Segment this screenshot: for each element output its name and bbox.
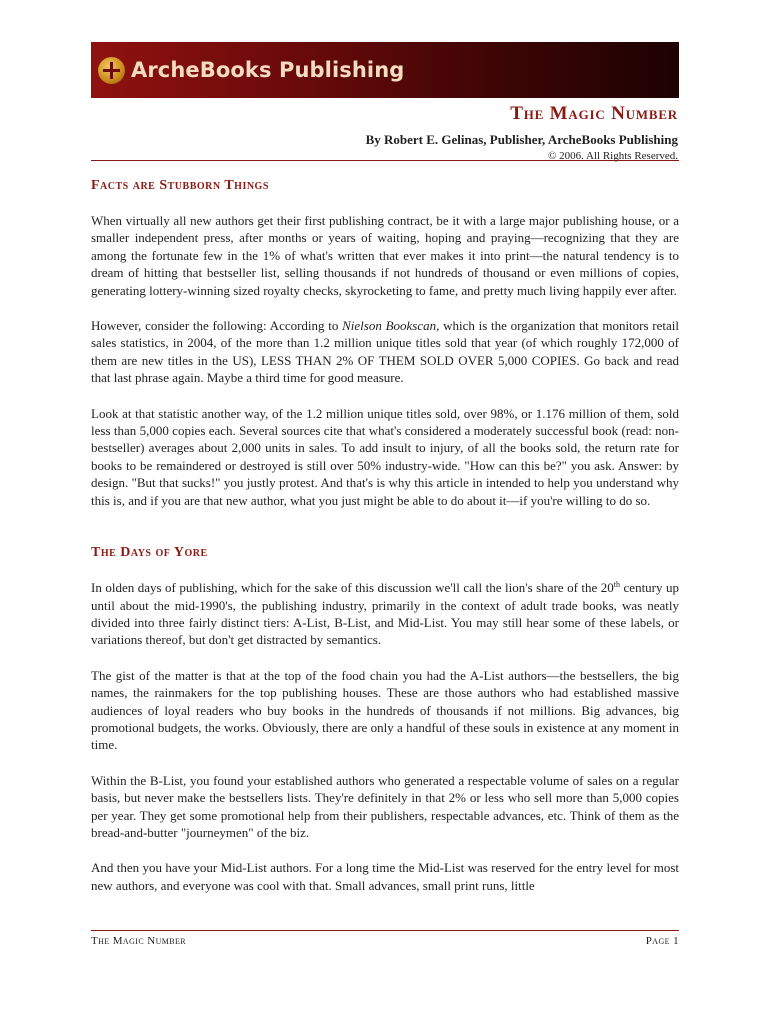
copyright-notice: © 2006. All Rights Reserved. bbox=[548, 150, 678, 162]
paragraph: Look at that statistic another way, of the 1.2 million unique titles sold, over 98%, or 1.176 million of them, sold less than 5,000 copies each. Several sources cite that what's considered a moderately successful book (read: non-bestseller) averages about 2,000 units in sales. To add insult to injury, of all the books sold, the return rate for books to be remaindered or destroyed is still over 50% industry-wide. "How can this be?" you ask. Answer: by design. "But that sucks!" you justly protest. And that's is why this article in intended to help you understand why this is, and if you are that new author, what you just might be able to do about it—if you're willing to do so. bbox=[91, 405, 679, 508]
paragraph-text: , which is the organization that monitors retail sales statistics, in 2004, of the more than 1.2 million unique titles sold that year (of which roughly 172,000 of them are new titles in the US), LESS THAN 2% OF THEM SOLD OVER 5,000 COPIES. Go back and read that last phrase again. Maybe a third time for good measure. bbox=[91, 318, 679, 386]
source-name-italic: Nielson Bookscan bbox=[342, 318, 437, 334]
paragraph-text: century up until about the mid-1990's, the publishing industry, primarily in the context of adult trade books, was neatly divided into three fairly distinct tiers: A-List, B-List, and Mid-List. You may still hear some of these labels, or variations thereof, but don't get distracted by semantics. bbox=[91, 580, 680, 648]
publisher-banner bbox=[91, 42, 679, 98]
header-rule bbox=[91, 160, 679, 161]
page-footer bbox=[91, 935, 679, 947]
paragraph bbox=[91, 317, 679, 387]
paragraph-text: In olden days of publishing, which for the sake of this discussion we'll call the lion's share of the 20 bbox=[91, 580, 614, 596]
logo-text: ArcheBooks Publishing bbox=[131, 58, 405, 82]
section-heading: Facts are Stubborn Things bbox=[91, 178, 269, 193]
paragraph: Within the B-List, you found your established authors who generated a respectable volume of sales on a regular basis, but never make the bestsellers lists. They're definitely in that 2% or less who sell more than 5,000 copies per year. They get some promotional help from their publishers, respectable advances, etc. Think of them as the bread-and-butter "journeymen" of the biz. bbox=[91, 772, 679, 840]
article-body bbox=[91, 175, 679, 894]
superscript: th bbox=[613, 580, 621, 590]
footer-title: The Magic Number bbox=[91, 935, 187, 947]
paragraph bbox=[91, 579, 679, 649]
document-title: The Magic Number bbox=[510, 103, 678, 124]
paragraph-text: However, consider the following: According to bbox=[91, 318, 343, 334]
page-number: Page 1 bbox=[645, 935, 679, 947]
footer-rule bbox=[91, 930, 679, 931]
paragraph: When virtually all new authors get their first publishing contract, be it with a large major publishing house, or a smaller independent press, after months or years of waiting, hoping and praying—recognizing that they are among the fortunate few in the 1% of what's written that ever makes it into print—the natural tendency is to dream of hitting that bestseller list, selling thousands if not hundreds of thousand or even millions of copies, generating lottery-winning sized royalty checks, skyrocketing to fame, and pretty much living happily ever after. bbox=[91, 213, 679, 298]
section-heading: The Days of Yore bbox=[91, 545, 208, 561]
paragraph: And then you have your Mid-List authors. For a long time the Mid-List was reserved for the entry level for most new authors, and everyone was cool with that. Small advances, small print runs, little bbox=[91, 860, 679, 893]
title-block bbox=[366, 103, 678, 162]
paragraph: The gist of the matter is that at the top of the food chain you had the A-List authors—the bestsellers, the big names, the rainmakers for the top publishing houses. These are those authors who had established massive audiences of loyal readers who buy books in the hundreds of thousands if not millions. Big advances, big promotional budgets, the works. Obviously, there are only a handful of these souls in existence at any moment in time. bbox=[91, 667, 679, 753]
byline: By Robert E. Gelinas, Publisher, ArcheBooks Publishing bbox=[365, 132, 678, 147]
logo-icon bbox=[98, 57, 125, 84]
